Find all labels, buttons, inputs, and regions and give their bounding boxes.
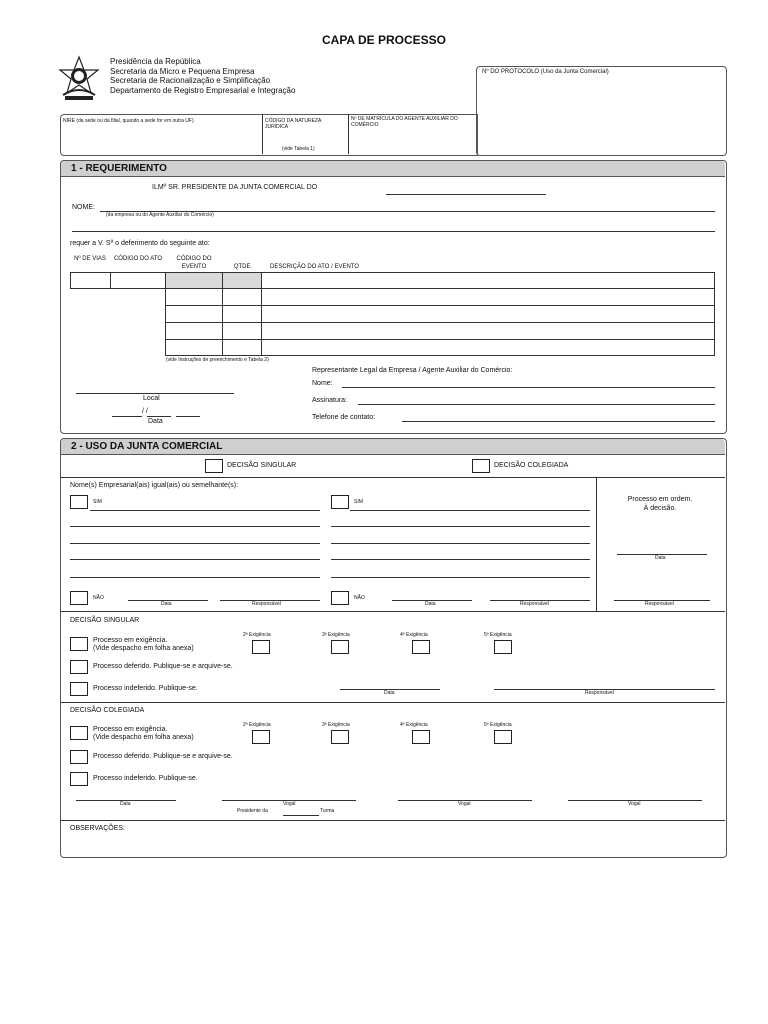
- nao-label-2: NÃO: [354, 595, 365, 601]
- singular-exig-2: (Vide despacho em folha anexa): [93, 645, 194, 652]
- singular-indeferido-checkbox[interactable]: [70, 682, 88, 696]
- colegiada-heading: DECISÃO COLEGIADA: [70, 707, 145, 714]
- nome-line[interactable]: [90, 510, 320, 511]
- singular-deferido: Processo deferido. Publique-se e arquive-se.: [93, 663, 233, 670]
- codigo-note: (vide Tabela 1): [282, 146, 315, 152]
- decisao-singular-label: DECISÃO SINGULAR: [227, 462, 297, 469]
- singular-deferido-checkbox[interactable]: [70, 660, 88, 674]
- data-label: Data: [148, 418, 163, 425]
- singular-exig-1: Processo em exigência.: [93, 637, 168, 644]
- rep-telefone-label: Telefone de contato:: [312, 414, 376, 421]
- divider: [61, 477, 725, 478]
- exig-5-label: 5ª Exigência: [484, 632, 512, 638]
- cell-desc[interactable]: [261, 288, 715, 306]
- protocol-box[interactable]: [476, 66, 727, 156]
- agency-line: Secretaria de Racionalização e Simplificação: [110, 76, 271, 85]
- exig-2-label: 2ª Exigência: [243, 722, 271, 728]
- divider: [61, 702, 725, 703]
- observacoes-label: OBSERVAÇÕES:: [70, 825, 125, 832]
- nome-line[interactable]: [331, 577, 590, 578]
- sim-label-1: SIM: [93, 499, 102, 505]
- data-label: Data: [161, 601, 172, 607]
- data-label: Data: [120, 801, 131, 807]
- col-desc: DESCRIÇÃO DO ATO / EVENTO: [270, 264, 360, 270]
- rep-nome-label: Nome:: [312, 380, 333, 387]
- rep-telefone-line[interactable]: [402, 421, 715, 422]
- colegiada-deferido: Processo deferido. Publique-se e arquive-se.: [93, 753, 233, 760]
- rep-nome-line[interactable]: [342, 387, 715, 388]
- codigo-label: CÓDIGO DA NATUREZA JURÍDICA: [265, 118, 322, 130]
- cell-desc[interactable]: [261, 272, 715, 289]
- request-text: requer a V. Sª o deferimento do seguinte ato:: [70, 240, 210, 247]
- colegiada-exigencia-checkbox[interactable]: [70, 726, 88, 740]
- nire-label: NIRE (da sede ou da filial, quando a sede for em outra UF): [63, 118, 194, 124]
- observacoes-field[interactable]: [62, 834, 722, 854]
- colegiada-deferido-checkbox[interactable]: [70, 750, 88, 764]
- exig-4-label: 4ª Exigência: [400, 632, 428, 638]
- colegiada-exig-2: (Vide despacho em folha anexa): [93, 734, 194, 741]
- sim-label-2: SIM: [354, 499, 363, 505]
- col-vias: Nº DE VIAS: [74, 256, 106, 262]
- responsavel-label: Responsável: [585, 690, 614, 696]
- processo-ordem-1: Processo em ordem.: [627, 496, 693, 503]
- exig-5-checkbox[interactable]: [494, 640, 512, 654]
- nao-checkbox-2[interactable]: [331, 591, 349, 605]
- nome-line[interactable]: [331, 559, 590, 560]
- vogal-label: Vogal: [628, 801, 641, 807]
- rep-label: Representante Legal da Empresa / Agente Auxiliar do Comércio:: [312, 367, 513, 374]
- cell-cod-evento[interactable]: [165, 305, 223, 323]
- singular-heading: DECISÃO SINGULAR: [70, 617, 140, 624]
- decisao-colegiada-checkbox[interactable]: [472, 459, 490, 473]
- agency-block: [110, 57, 295, 95]
- cell-qtde[interactable]: [222, 305, 262, 323]
- section-2-header: [61, 439, 725, 455]
- nao-label-1: NÃO: [93, 595, 104, 601]
- decisao-colegiada-label: DECISÃO COLEGIADA: [494, 462, 569, 469]
- salutation: ILMº SR. PRESIDENTE DA JUNTA COMERCIAL DO: [152, 184, 318, 191]
- cell-cod-evento[interactable]: [165, 322, 223, 340]
- agency-line: Secretaria da Micro e Pequena Empresa: [110, 66, 255, 76]
- exig-3-checkbox[interactable]: [331, 730, 349, 744]
- rep-assinatura-label: Assinatura:: [312, 397, 348, 404]
- cell-qtde[interactable]: [222, 339, 262, 356]
- cell-qtde[interactable]: [222, 272, 262, 289]
- exig-2-checkbox[interactable]: [252, 640, 270, 654]
- cell-vias[interactable]: [70, 272, 111, 289]
- divider: [61, 820, 725, 821]
- colegiada-indeferido: Processo indeferido. Publique-se.: [93, 775, 198, 782]
- divider: [348, 114, 349, 154]
- sim-checkbox-1[interactable]: [70, 495, 88, 509]
- data-label: Data: [425, 601, 436, 607]
- presidente-label: Presidente da: [237, 808, 268, 814]
- cell-cod-ato[interactable]: [110, 272, 166, 289]
- agency-line: Departamento de Registro Empresarial e Integração: [110, 85, 296, 95]
- exig-5-checkbox[interactable]: [494, 730, 512, 744]
- turma-line[interactable]: [283, 815, 319, 816]
- nome-line[interactable]: [70, 543, 320, 544]
- divider: [61, 611, 725, 612]
- protocol-label: Nº DO PROTOCOLO (Uso da Junta Comercial): [482, 69, 609, 75]
- responsavel-label: Responsável: [520, 601, 549, 607]
- vogal-label: Vogal: [458, 801, 471, 807]
- turma-label: Turma: [320, 808, 335, 814]
- exig-3-label: 3ª Exigência: [322, 632, 350, 638]
- local-line[interactable]: [76, 393, 234, 394]
- cell-cod-evento[interactable]: [165, 339, 223, 356]
- singular-indeferido: Processo indeferido. Publique-se.: [93, 685, 198, 692]
- nome-line[interactable]: [350, 510, 590, 511]
- nao-checkbox-1[interactable]: [70, 591, 88, 605]
- section-1-title: 1 - REQUERIMENTO: [71, 163, 167, 174]
- section-2-title: 2 - USO DA JUNTA COMERCIAL: [71, 441, 223, 452]
- nome-note: (da empresa ou do Agente Auxiliar do Comércio): [106, 212, 214, 218]
- exig-5-label: 5ª Exigência: [484, 722, 512, 728]
- cell-qtde[interactable]: [222, 288, 262, 306]
- cell-qtde[interactable]: [222, 322, 262, 340]
- nome-line[interactable]: [331, 543, 590, 544]
- page-title: CAPA DE PROCESSO: [321, 33, 447, 47]
- date-month-line[interactable]: [147, 416, 171, 417]
- cell-desc[interactable]: [261, 305, 715, 323]
- divider: [262, 114, 263, 154]
- agency-line: Presidência da República: [110, 57, 201, 66]
- divider: [596, 477, 597, 611]
- nome-line-2[interactable]: [72, 231, 715, 232]
- decisao-singular-checkbox[interactable]: [205, 459, 223, 473]
- nome-line[interactable]: [70, 526, 320, 527]
- date-year-line[interactable]: [176, 416, 200, 417]
- exig-2-checkbox[interactable]: [252, 730, 270, 744]
- uf-line[interactable]: [386, 194, 546, 195]
- col-cod-evento: CÓDIGO DO EVENTO: [176, 256, 212, 270]
- sim-checkbox-2[interactable]: [331, 495, 349, 509]
- rep-assinatura-line[interactable]: [358, 404, 715, 405]
- nome-line[interactable]: [331, 526, 590, 527]
- section-1-header: [61, 161, 725, 177]
- exig-3-label: 3ª Exigência: [322, 722, 350, 728]
- local-label: Local: [143, 395, 160, 402]
- vogal-label: Vogal: [283, 801, 296, 807]
- col-qtde: QTDE.: [233, 264, 253, 270]
- processo-ordem-2: À decisão.: [643, 505, 677, 512]
- date-slashes: / /: [142, 408, 148, 415]
- data-label: Data: [655, 555, 666, 561]
- nome-line[interactable]: [70, 577, 320, 578]
- responsavel-label: Responsável: [252, 601, 281, 607]
- responsavel-label: Responsável: [645, 601, 674, 607]
- cell-desc[interactable]: [261, 322, 715, 340]
- cell-desc[interactable]: [261, 339, 715, 356]
- nome-line[interactable]: [70, 559, 320, 560]
- date-day-line[interactable]: [112, 416, 142, 417]
- coat-of-arms-icon: [57, 55, 101, 103]
- nomes-label: Nome(s) Empresarial(ais) igual(ais) ou semelhante(s):: [70, 482, 239, 489]
- colegiada-indeferido-checkbox[interactable]: [70, 772, 88, 786]
- exig-3-checkbox[interactable]: [331, 640, 349, 654]
- matricula-label: Nº DE MATRÍCULA DO AGENTE AUXILIAR DO COMÉRCIO: [351, 116, 458, 128]
- singular-exigencia-checkbox[interactable]: [70, 637, 88, 651]
- cell-cod-evento[interactable]: [165, 272, 223, 289]
- table-note: (vide Instruções de preenchimento e Tabela 2): [166, 357, 269, 363]
- exig-4-label: 4ª Exigência: [400, 722, 428, 728]
- exig-4-checkbox[interactable]: [412, 640, 430, 654]
- nome-label: NOME:: [72, 204, 95, 211]
- exig-2-label: 2ª Exigência: [243, 632, 271, 638]
- col-cod-ato: CÓDIGO DO ATO: [113, 256, 163, 262]
- data-label: Data: [384, 690, 395, 696]
- exig-4-checkbox[interactable]: [412, 730, 430, 744]
- cell-cod-evento[interactable]: [165, 288, 223, 306]
- colegiada-exig-1: Processo em exigência.: [93, 726, 168, 733]
